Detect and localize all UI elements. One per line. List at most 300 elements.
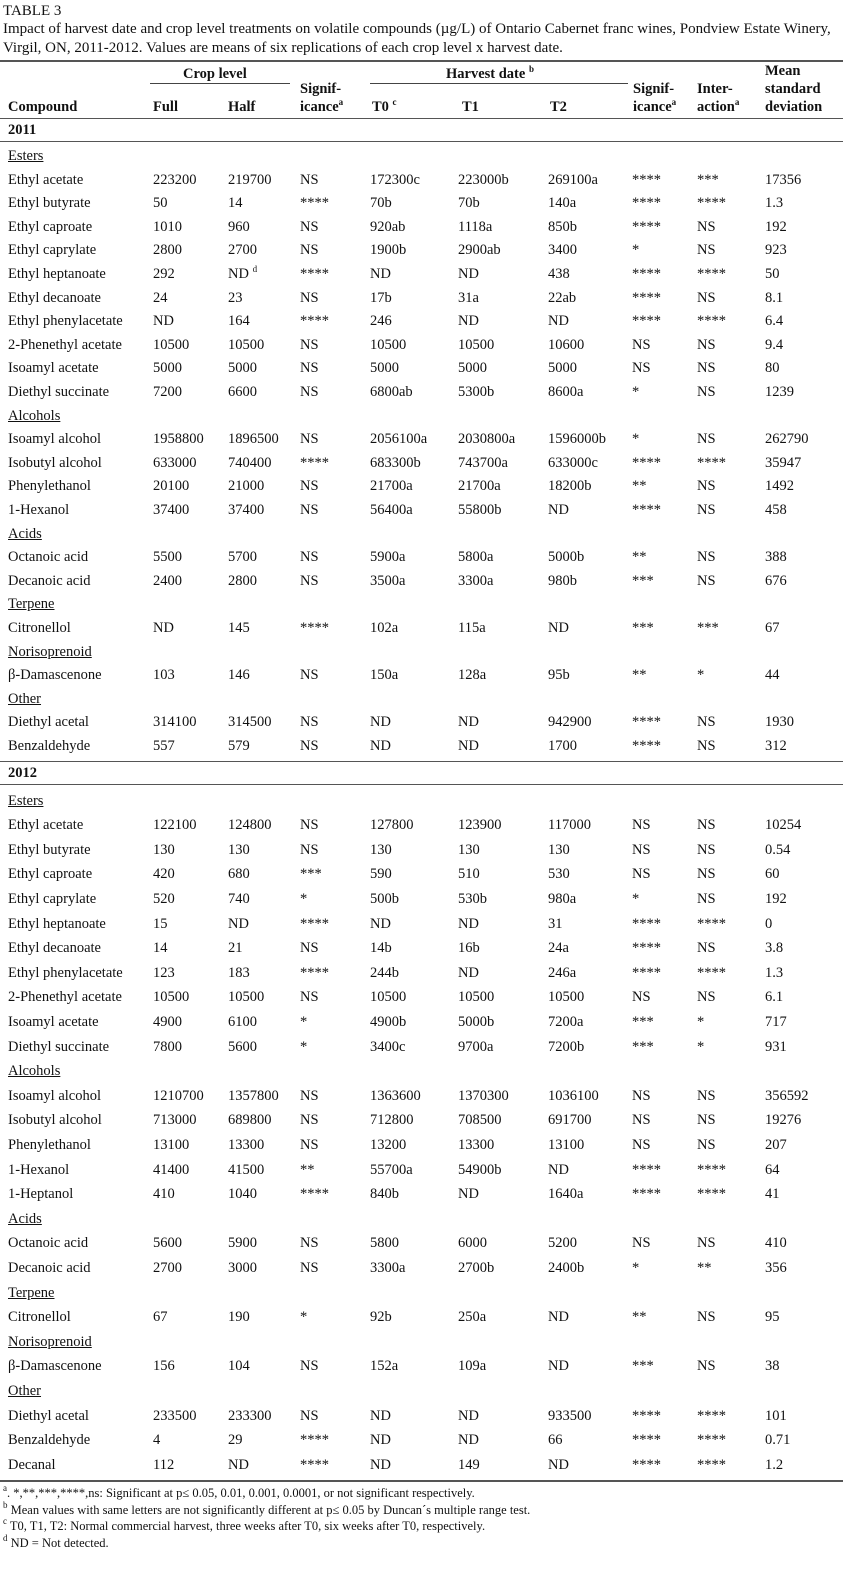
group-row [0, 1208, 843, 1230]
group-row [0, 688, 843, 710]
cell-t0 [370, 839, 392, 861]
cell-significance-crop [300, 863, 322, 885]
cell-compound [8, 1355, 102, 1377]
cell-compound [8, 1109, 102, 1131]
cell-significance-harvest [632, 1355, 654, 1377]
cell-t0 [370, 617, 398, 639]
cell-half [228, 1454, 249, 1476]
cell-significance-crop [300, 617, 329, 639]
cell-interaction [697, 617, 719, 639]
cell-full [153, 735, 175, 757]
cell-t1 [458, 839, 480, 861]
cell-significance-crop [300, 937, 319, 959]
cell-significance-crop [300, 1011, 307, 1033]
cell-value: NS [300, 1260, 319, 1276]
cell-value: NS [300, 171, 319, 188]
cell-value: Ethyl phenylacetate [8, 964, 123, 981]
cell-significance-harvest [632, 570, 654, 592]
cell-value: *** [632, 620, 654, 636]
cell-half [228, 1036, 257, 1058]
table-row [0, 357, 843, 379]
cell-t0 [370, 499, 413, 521]
cell-value: **** [300, 1432, 329, 1449]
cell-value: Decanoic acid [8, 1260, 91, 1276]
cell-t2 [548, 1454, 569, 1476]
footnote-mark: d [3, 1532, 8, 1543]
cell-value: 10254 [765, 817, 802, 834]
cell-value: 41500 [228, 1161, 265, 1178]
cell-value: 14 [153, 940, 168, 957]
cell-significance-harvest [632, 216, 661, 238]
cell-mean-sd [765, 452, 801, 474]
cell-full [153, 986, 189, 1008]
cell-value: 55700a [370, 1161, 413, 1178]
cell-value: 0.54 [765, 841, 791, 858]
table-row [0, 1257, 843, 1279]
cell-t2 [548, 1232, 577, 1254]
table-row [0, 1405, 843, 1427]
cell-value: 356592 [765, 1087, 809, 1104]
cell-half [228, 428, 279, 450]
cell-t1 [458, 986, 494, 1008]
header-text: icance [300, 99, 339, 115]
cell-full [153, 1134, 189, 1156]
cell-compound [8, 263, 106, 285]
cell-value: 689800 [228, 1112, 272, 1129]
cell-value: 2800 [228, 572, 257, 589]
cell-value: 10500 [370, 336, 407, 353]
cell-value: **** [632, 266, 661, 282]
cell-value: Isoamyl alcohol [8, 431, 102, 448]
cell-value: 17356 [765, 171, 802, 188]
cell-value: * [697, 667, 705, 684]
cell-t0 [370, 169, 420, 191]
cell-value: **** [300, 313, 329, 330]
group-label: Norisoprenoid [8, 1333, 92, 1350]
cell-half [228, 617, 250, 639]
cell-significance-harvest [632, 863, 651, 885]
cell-mean-sd [765, 499, 787, 521]
cell-value: 130 [548, 841, 570, 858]
cell-mean-sd [765, 1306, 780, 1328]
cell-value: * [697, 1038, 705, 1055]
cell-value: **** [697, 313, 726, 330]
cell-interaction [697, 310, 726, 332]
cell-t1 [458, 711, 479, 733]
cell-value: ND [458, 1186, 479, 1203]
cell-t2 [548, 1429, 563, 1451]
cell-half [228, 962, 250, 984]
cell-value: 633000 [153, 454, 197, 471]
header-text: deviation [765, 99, 823, 115]
cell-compound [8, 1159, 69, 1181]
cell-value: 590 [370, 866, 392, 883]
cell-value: 0 [765, 915, 773, 932]
cell-full [153, 1257, 182, 1279]
cell-t2 [548, 1085, 599, 1107]
cell-value: 56400a [370, 502, 413, 518]
cell-mean-sd [765, 334, 783, 356]
cell-value: 3500a [370, 572, 406, 589]
table-row [0, 664, 843, 686]
cell-significance-crop [300, 546, 319, 568]
cell-value: ND [458, 964, 479, 981]
cell-value: NS [632, 1137, 651, 1153]
cell-value: 712800 [370, 1112, 414, 1129]
cell-value: NS [697, 289, 716, 306]
cell-value: NS [300, 817, 319, 834]
cell-value: NS [632, 360, 651, 377]
cell-value: **** [697, 266, 726, 282]
cell-significance-harvest [632, 617, 654, 639]
cell-t2 [548, 937, 569, 959]
cell-t2 [548, 986, 584, 1008]
cell-value: 5500 [153, 549, 182, 566]
cell-significance-crop [300, 357, 319, 379]
cell-value: ND [228, 915, 249, 932]
cell-value: 1010 [153, 218, 182, 235]
cell-compound [8, 334, 122, 356]
cell-significance-crop [300, 1232, 319, 1254]
cell-value: 1896500 [228, 431, 279, 448]
year-row [0, 119, 843, 141]
cell-value: **** [300, 195, 329, 212]
cell-significance-crop [300, 499, 319, 521]
cell-value: 530 [548, 866, 570, 883]
cell-value: ND [458, 915, 479, 932]
cell-value: 29 [228, 1432, 243, 1449]
cell-value: 4 [153, 1432, 161, 1449]
cell-significance-harvest [632, 263, 661, 285]
footnote-mark: a [734, 97, 740, 107]
cell-value: NS [300, 242, 319, 259]
cell-value: 2700 [153, 1260, 182, 1276]
table-row [0, 1036, 843, 1058]
cell-value: ND [370, 915, 391, 932]
cell-mean-sd [765, 1257, 787, 1279]
cell-value: 9.4 [765, 336, 784, 353]
cell-t2 [548, 664, 570, 686]
cell-t0 [370, 1454, 391, 1476]
cell-half [228, 216, 250, 238]
cell-value: 130 [458, 841, 480, 858]
cell-t1 [458, 310, 479, 332]
cell-value: 1.3 [765, 195, 784, 212]
cell-interaction [697, 1183, 726, 1205]
cell-value: NS [300, 384, 319, 400]
cell-full [153, 570, 182, 592]
footnote-mark: a [338, 97, 344, 107]
cell-t2 [548, 1011, 583, 1033]
cell-value: 149 [458, 1456, 480, 1473]
cell-interaction [697, 1109, 716, 1131]
header-text: T0 [372, 99, 389, 115]
cell-value: 67 [153, 1309, 168, 1326]
group-label: Other [8, 1383, 42, 1399]
cell-value: NS [697, 817, 716, 834]
table-row [0, 169, 843, 191]
cell-value: 8600a [548, 384, 584, 400]
cell-value: *** [632, 572, 654, 589]
cell-full [153, 357, 182, 379]
cell-t2 [548, 1405, 592, 1427]
cell-value: NS [300, 1358, 319, 1375]
group-label: Acids [8, 1210, 42, 1227]
group-label: Esters [8, 148, 44, 164]
cell-value: 292 [153, 266, 175, 282]
cell-value: * [300, 1309, 308, 1326]
cell-value: 19276 [765, 1112, 802, 1129]
cell-significance-harvest [632, 888, 639, 910]
cell-interaction [697, 735, 716, 757]
cell-value: Ethyl butyrate [8, 195, 91, 212]
cell-t2 [548, 1036, 584, 1058]
cell-mean-sd [765, 475, 794, 497]
cell-t2 [548, 452, 598, 474]
cell-value: 244b [370, 964, 399, 981]
cell-value: ND [370, 1432, 391, 1449]
cell-significance-harvest [632, 937, 661, 959]
table-row [0, 888, 843, 910]
cell-value: 4900b [370, 1014, 407, 1030]
cell-full [153, 1159, 189, 1181]
cell-value: 1118a [458, 218, 493, 235]
cell-value: 557 [153, 738, 175, 754]
cell-t1 [458, 913, 479, 935]
cell-interaction [697, 962, 726, 984]
cell-value: 2700b [458, 1260, 495, 1276]
cell-value: 35947 [765, 454, 802, 471]
cell-value: 5000 [458, 360, 487, 377]
cell-significance-crop [300, 913, 329, 935]
cell-mean-sd [765, 287, 783, 309]
cell-value: * [300, 891, 308, 907]
cell-t1 [458, 1355, 486, 1377]
cell-t2 [548, 357, 577, 379]
cell-value: 21700a [458, 478, 501, 495]
cell-t0 [370, 263, 391, 285]
cell-significance-crop [300, 986, 319, 1008]
cell-half [228, 1232, 257, 1254]
cell-value: NS [300, 714, 319, 731]
cell-significance-crop [300, 962, 329, 984]
cell-value: 1040 [228, 1186, 257, 1203]
cell-value: 2056100a [370, 431, 428, 448]
cell-significance-crop [300, 287, 319, 309]
cell-value: 70b [458, 195, 480, 212]
cell-value: 21700a [370, 478, 413, 495]
cell-t2 [548, 1355, 569, 1377]
cell-t0 [370, 428, 427, 450]
cell-value: β-Damascenone [8, 1358, 102, 1375]
cell-value: Ethyl caproate [8, 866, 93, 883]
cell-value: **** [697, 1186, 726, 1203]
cell-value: NS [300, 1112, 319, 1129]
cell-significance-crop [300, 1183, 329, 1205]
cell-t1 [458, 1183, 479, 1205]
cell-t2 [548, 334, 584, 356]
cell-significance-crop [300, 263, 329, 285]
cell-value: 146 [228, 667, 250, 684]
cell-interaction [697, 863, 716, 885]
cell-t2 [548, 287, 576, 309]
footnote-mark: c [392, 97, 397, 107]
cell-full [153, 428, 204, 450]
cell-compound [8, 617, 71, 639]
group-row [0, 1380, 843, 1402]
cell-value: 1596000b [548, 431, 606, 448]
top-rule [0, 60, 843, 62]
cell-compound [8, 1454, 56, 1476]
cell-half [228, 381, 257, 403]
cell-value: **** [632, 313, 661, 330]
cell-value: 21000 [228, 478, 265, 495]
cell-significance-crop [300, 1429, 329, 1451]
cell-t2 [548, 617, 569, 639]
cell-value: 388 [765, 549, 787, 566]
cell-interaction [697, 1232, 716, 1254]
cell-value: **** [632, 1161, 661, 1178]
cell-t2 [548, 711, 592, 733]
cell-value: 223200 [153, 171, 197, 188]
cell-compound [8, 937, 101, 959]
cell-interaction [697, 499, 716, 521]
cell-value: 3400c [370, 1038, 406, 1055]
footnote-text: . *,**,***,****,ns: Significant at p≤ 0.05, 0.01, 0.001, 0.0001, or not significant respectively. [7, 1486, 475, 1501]
cell-value: 21 [228, 940, 243, 957]
cell-half [228, 499, 264, 521]
cell-value: **** [300, 964, 329, 981]
cell-t0 [370, 1232, 399, 1254]
cell-full [153, 239, 182, 261]
cell-value: 743700a [458, 454, 508, 471]
cell-mean-sd [765, 888, 787, 910]
group-label: Alcohols [8, 1063, 61, 1080]
cell-value: 2800 [153, 242, 182, 259]
cell-t1 [458, 216, 492, 238]
cell-t0 [370, 1306, 392, 1328]
cell-interaction [697, 888, 716, 910]
cell-value: 140a [548, 195, 577, 212]
cell-full [153, 863, 175, 885]
cell-mean-sd [765, 1134, 787, 1156]
cell-t1 [458, 1036, 493, 1058]
cell-value: 103 [153, 667, 175, 684]
footnote-mark: a [3, 1483, 7, 1494]
cell-half [228, 310, 250, 332]
cell-compound [8, 863, 92, 885]
cell-t1 [458, 1405, 479, 1427]
cell-value: NS [300, 1407, 319, 1424]
cell-compound [8, 1405, 89, 1427]
cell-full [153, 937, 168, 959]
cell-full [153, 1085, 204, 1107]
cell-value: NS [300, 360, 319, 377]
cell-value: 314500 [228, 714, 272, 731]
cell-value: **** [632, 915, 661, 932]
cell-half [228, 1085, 279, 1107]
cell-significance-harvest [632, 1183, 661, 1205]
cell-mean-sd [765, 1011, 787, 1033]
cell-value: 101 [765, 1407, 787, 1424]
cell-value: 3300a [370, 1260, 406, 1276]
cell-mean-sd [765, 381, 794, 403]
cell-half [228, 735, 250, 757]
cell-significance-crop [300, 1109, 319, 1131]
cell-value: 1-Hexanol [8, 502, 70, 518]
cell-significance-harvest [632, 711, 661, 733]
cell-value: 960 [228, 218, 250, 235]
cell-t1 [458, 863, 480, 885]
cell-significance-crop [300, 475, 319, 497]
cell-value: **** [632, 454, 661, 471]
cell-value: 9700a [458, 1038, 494, 1055]
cell-value: NS [300, 289, 319, 306]
cell-full [153, 814, 197, 836]
cell-full [153, 287, 168, 309]
cell-value: 312 [765, 738, 787, 754]
cell-half [228, 263, 257, 285]
cell-value: * [300, 1038, 308, 1055]
cell-value: 2700 [228, 242, 257, 259]
cell-value: 3400 [548, 242, 577, 259]
cell-value: 50 [765, 266, 780, 282]
cell-value: 6000 [458, 1235, 487, 1252]
cell-value: Ethyl decanoate [8, 289, 101, 306]
cell-value: 130 [370, 841, 392, 858]
cell-value: 41400 [153, 1161, 190, 1178]
cell-value: 145 [228, 620, 250, 636]
cell-full [153, 1011, 182, 1033]
cell-t0 [370, 1036, 405, 1058]
cell-value: ** [632, 478, 647, 495]
cell-value: 713000 [153, 1112, 197, 1129]
cell-value: Diethyl succinate [8, 384, 110, 400]
cell-value: β-Damascenone [8, 667, 102, 684]
cell-value: 172300c [370, 171, 420, 188]
cell-value: 24a [548, 940, 569, 957]
cell-t2 [548, 1159, 569, 1181]
cell-value: NS [300, 336, 319, 353]
header-significance-crop [300, 80, 343, 116]
cell-value: **** [697, 454, 726, 471]
cell-compound [8, 986, 122, 1008]
cell-half [228, 169, 272, 191]
cell-value: 5600 [228, 1038, 257, 1055]
header-full: Full [153, 99, 178, 115]
cell-value: **** [632, 502, 661, 518]
cell-value: 740400 [228, 454, 272, 471]
cell-compound [8, 546, 88, 568]
cell-t1 [458, 357, 487, 379]
cell-value: 1370300 [458, 1087, 509, 1104]
cell-value: 10500 [548, 989, 585, 1006]
cell-mean-sd [765, 711, 794, 733]
cell-t1 [458, 1257, 494, 1279]
cell-value: Ethyl phenylacetate [8, 313, 123, 330]
cell-t0 [370, 814, 414, 836]
cell-value: 18200b [548, 478, 592, 495]
cell-value: **** [697, 1407, 726, 1424]
cell-full [153, 617, 174, 639]
cell-value: 1.2 [765, 1456, 784, 1473]
cell-value: 128a [458, 667, 487, 684]
cell-compound [8, 1232, 88, 1254]
cell-value: **** [697, 1161, 726, 1178]
cell-value: NS [697, 218, 716, 235]
table-row [0, 216, 843, 238]
cell-t1 [458, 617, 486, 639]
